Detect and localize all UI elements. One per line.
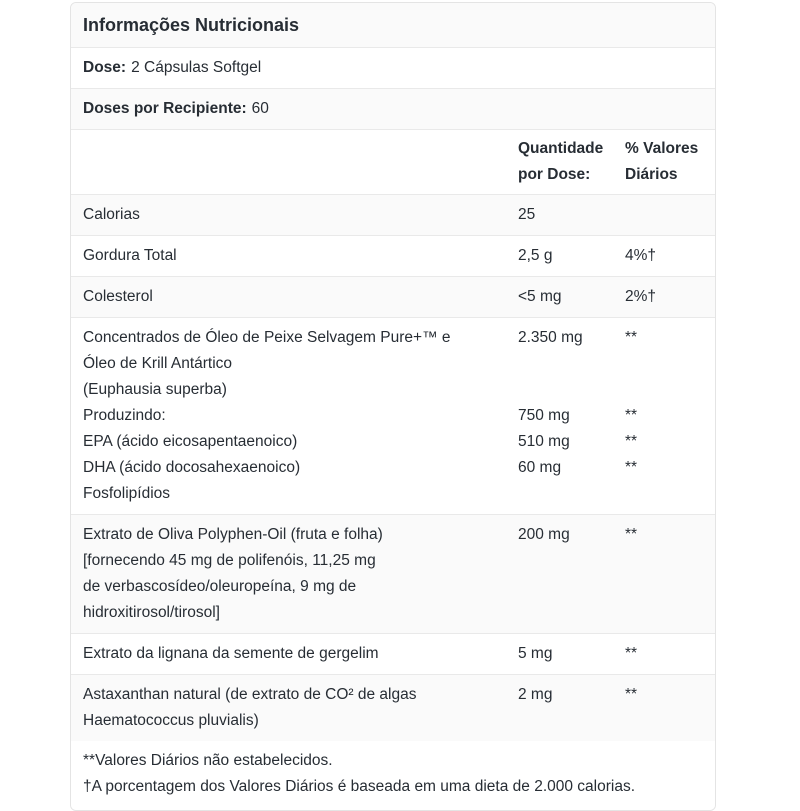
- nutrient-amount: 5 mg: [518, 645, 553, 662]
- nutrient-entry: [83, 522, 703, 626]
- nutrient-amount: 60 mg: [518, 459, 562, 476]
- nutrient-label-line: Concentrados de Óleo de Peixe Selvagem Pure+™ e: [83, 329, 451, 346]
- nutrient-daily-value: **: [625, 329, 638, 346]
- nutrient-label-line: de verbascosídeo/oleuropeína, 9 mg de: [83, 578, 357, 595]
- nutrient-label: [83, 522, 518, 626]
- nutrient-entry: [83, 455, 703, 481]
- nutrient-daily-value: **: [625, 407, 638, 424]
- column-header-amount: Quantidade por Dose:: [518, 140, 604, 183]
- table-row: [71, 195, 715, 236]
- nutrient-label: [83, 243, 518, 269]
- nutrient-amount: 2.350 mg: [518, 329, 583, 346]
- nutrient-entry: [83, 481, 703, 507]
- nutrition-facts-panel: [70, 2, 716, 811]
- nutrient-daily-value: **: [625, 686, 638, 703]
- table-row: [71, 634, 715, 675]
- nutrient-amount: 2 mg: [518, 686, 553, 703]
- nutrient-entry: [83, 641, 703, 667]
- panel-title: Informações Nutricionais: [83, 15, 300, 35]
- nutrient-label: [83, 429, 518, 455]
- nutrient-label: [83, 403, 518, 429]
- nutrient-label: [83, 284, 518, 310]
- footnote-percent-dv: †A porcentagem dos Valores Diários é baseada em uma dieta de 2.000 calorias.: [83, 778, 636, 795]
- nutrient-amount: 200 mg: [518, 526, 570, 543]
- panel-title-row: [71, 3, 715, 48]
- nutrient-label: [83, 325, 518, 403]
- nutrient-label: [83, 641, 518, 667]
- table-row: [71, 236, 715, 277]
- column-header-daily-value: % Valores Diários: [625, 140, 699, 183]
- nutrient-daily-value: **: [625, 526, 638, 543]
- nutrient-daily-value: 2%†: [625, 288, 657, 305]
- nutrient-label-line: hidroxitirosol/tirosol]: [83, 604, 220, 621]
- nutrient-label: [83, 455, 518, 481]
- nutrient-entry: [83, 325, 703, 403]
- nutrient-label-line: Gordura Total: [83, 247, 177, 264]
- table-row: [71, 277, 715, 318]
- nutrient-daily-value: **: [625, 459, 638, 476]
- nutrient-entry: [83, 202, 703, 228]
- serving-size-row: [71, 48, 715, 89]
- nutrient-label: [83, 481, 518, 507]
- nutrient-daily-value: **: [625, 645, 638, 662]
- nutrient-label-line: Produzindo:: [83, 407, 166, 424]
- nutrient-label: [83, 682, 518, 734]
- nutrient-label-line: EPA (ácido eicosapentaenoico): [83, 433, 298, 450]
- servings-per-container-value: 60: [251, 100, 269, 117]
- nutrient-amount: 25: [518, 206, 536, 223]
- column-headers-row: [71, 130, 715, 195]
- serving-size-label: Dose:: [83, 59, 127, 76]
- nutrient-entry: [83, 284, 703, 310]
- nutrient-rows: [71, 195, 715, 741]
- nutrient-entry: [83, 243, 703, 269]
- table-row: [71, 675, 715, 741]
- nutrient-label-line: (Euphausia superba): [83, 381, 227, 398]
- table-row: [71, 515, 715, 634]
- nutrient-label-line: Óleo de Krill Antártico: [83, 355, 233, 372]
- serving-size-value: 2 Cápsulas Softgel: [131, 59, 262, 76]
- nutrient-daily-value: **: [625, 433, 638, 450]
- nutrient-label-line: Haematococcus pluvialis): [83, 712, 259, 729]
- servings-per-container-row: [71, 89, 715, 130]
- nutrient-label-line: Extrato da lignana da semente de gergelim: [83, 645, 379, 662]
- nutrient-label-line: Colesterol: [83, 288, 153, 305]
- nutrient-amount: 2,5 g: [518, 247, 553, 264]
- nutrient-amount: 750 mg: [518, 407, 570, 424]
- nutrient-label-line: DHA (ácido docosahexaenoico): [83, 459, 301, 476]
- nutrient-label: [83, 202, 518, 228]
- nutrient-entry: [83, 429, 703, 455]
- nutrient-amount: 510 mg: [518, 433, 570, 450]
- nutrient-daily-value: 4%†: [625, 247, 657, 264]
- footnote-daily-values: **Valores Diários não estabelecidos.: [83, 752, 333, 769]
- nutrient-label-line: [fornecendo 45 mg de polifenóis, 11,25 mg: [83, 552, 376, 569]
- nutrient-label-line: Extrato de Oliva Polyphen-Oil (fruta e folha): [83, 526, 383, 543]
- nutrient-entry: [83, 682, 703, 734]
- nutrient-label-line: Calorias: [83, 206, 140, 223]
- servings-per-container-label: Doses por Recipiente:: [83, 100, 247, 117]
- table-row: [71, 318, 715, 515]
- nutrient-label-line: Fosfolipídios: [83, 485, 171, 502]
- nutrient-entry: [83, 403, 703, 429]
- nutrient-amount: <5 mg: [518, 288, 562, 305]
- nutrient-label-line: Astaxanthan natural (de extrato de CO² de algas: [83, 686, 417, 703]
